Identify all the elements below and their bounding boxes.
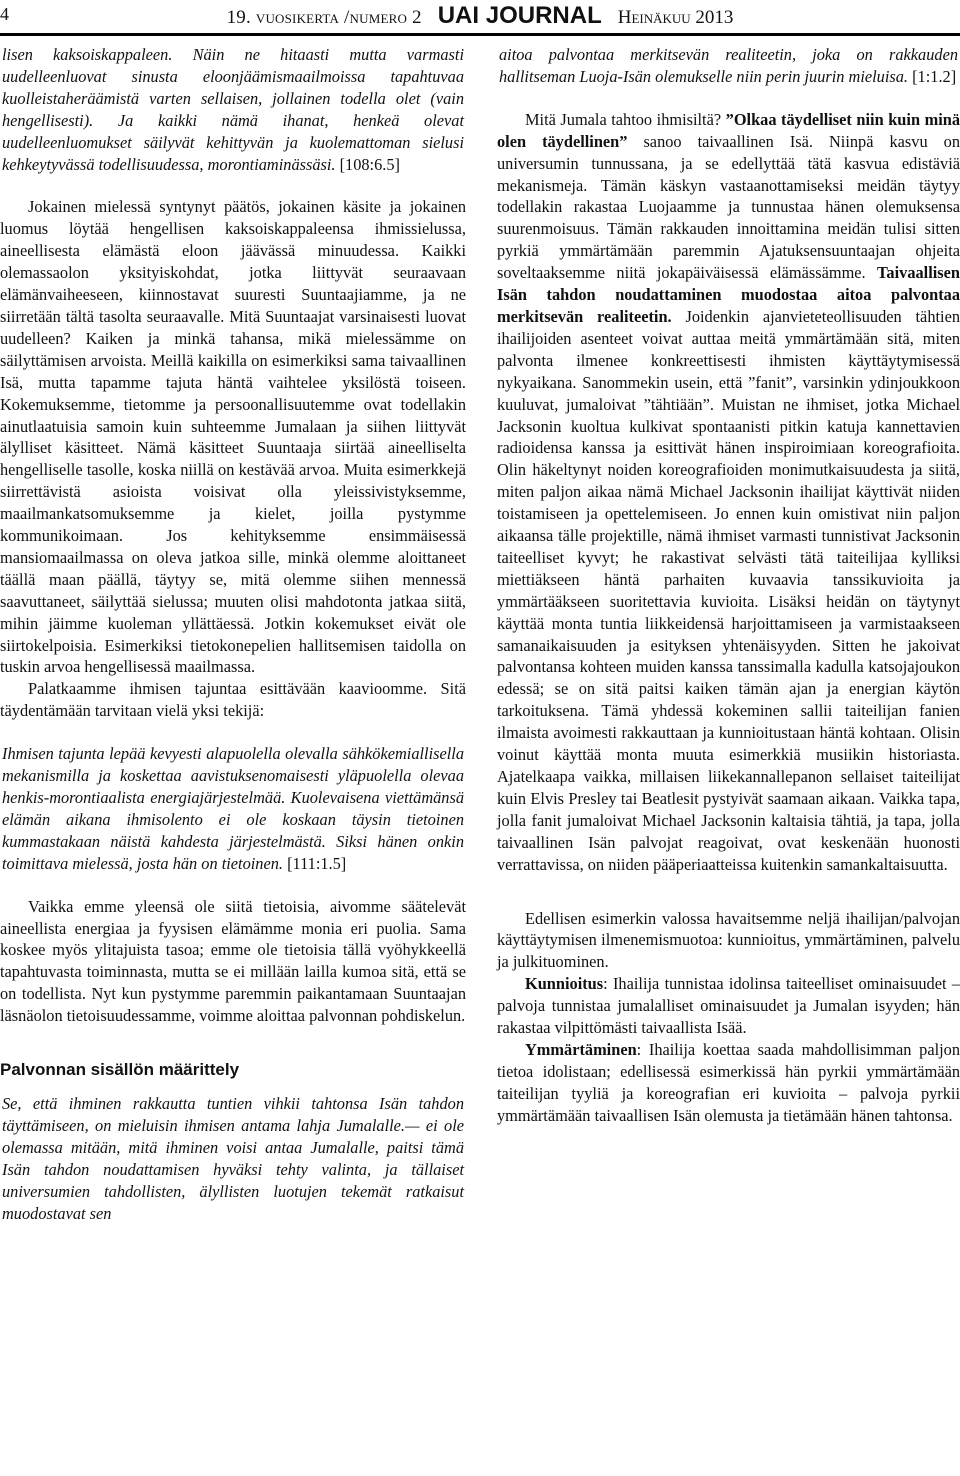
quote-block [0, 44, 466, 175]
quote-text: aitoa palvontaa merkitsevän realiteetin, joka on rakkauden hallitseman Luoja-Isän olemukselle niin perin juurin mieluisa. [499, 45, 958, 86]
body-paragraph: Vaikka emme yleensä ole siitä tietoisia, aivomme säätelevät aineellista energiaa ja fyysisen elämämme monia eri puolia. Sama koskee myös ylitajuista tasoa; emme ole tietoisia tällä vyöhykkeellä tapahtuvasta toiminnasta, mutta se ei millään lailla kumoa sitä, että se on todellista. Nyt kun pystymme paremmin paikantamaan Suuntaajan läsnäolon tietoisuudessamme, voimme aloittaa palvonnan pohdiskelun. [0, 896, 466, 1026]
text-run: Joidenkin ajanvieteteollisuuden tähtien ihailijoiden asenteet voivat auttaa meitä ymmärtämään sitä, miten palvonta ilmenee konkreettisesti ihmisten käyttäytymisessä nykyaikana. Sanommekin usein, että ”fanit”, varsinkin ydinjoukkoon kuuluvat, jumaloivat ”tähtiään”. Muistan ne ihmiset, jotka Michael Jacksonin kuoltua kulkivat spontaanisti pitkin katuja kannettavien radioidensa kanssa ja esittivät hänen inspiroimiaan koreografioita. Olin häkeltynyt noiden koreografioiden monimutkaisuudesta ja siitä, miten paljon aikaa nämä Michael Jacksonin ihailijat käyttivät niiden toistamiseen ja opettelemiseen. Jo ennen kuin omistivat niin paljon aikaansa tälle projektille, nämä ihmiset varmasti tunnistivat Jacksonin taiteelliset kyvyt; he rakastivat selvästi tätä taiteilijaa kylliksi miettiäkseen häntä parhaiten kuvaavia tanssikuvioita ja ymmärtääkseen suoritettavia kuvioita. Lisäksi heidän on täytynyt käyttää monta tuntia liikkeidensä harjoittamiseen ja varmistaakseen samanaikaisuuden ja esityksen yhtenäisyyden. Sitten he jakoivat palvontansa kohteen muiden kanssa tanssimalla kadulla katsojajoukon edessä; se on sitä paitsi kaiken tämän ajan ja energian käytön tarkoituksena. Tämä yhdessä kokeminen sallii taiteilijan fanien ilmaista avoimesti rakkauttaan ja kunnioitustaan häntä kohtaan. Olisin voinut käyttää monta muuta esimerkkiä musiikin historiasta. Ajatelkaapa vaikka, millaisen liikekannallepanon sellaiset taiteilijat kuin Elvis Presley tai Beatlesit pystyivät saamaan aikaan. Vaikka tapa, jolla fanit jumaloivat Michael Jacksonin kaltaisia tähtiä, ja tapa, jolla taivaallinen Isän palvojat reagoivat, ovat keskenään huonosti verrattavissa, on niiden pääperiaatteissa kuitenkin samankaltaisuutta. [497, 306, 960, 874]
term-definition: : Ihailija tunnistaa idolinsa taiteelliset ominaisuudet – palvoja tunnistaa jumalalliset ominaisuudet ja Jumalan isyyden; hän rakastaa vilpittömästi taivaallista Isää. [497, 974, 960, 1038]
quote-text: Ihmisen tajunta lepää kevyesti alapuolella olevalla sähkökemiallisella mekanismilla ja koskettaa aavistuksenomaisesti yläpuolella olevaa henkis-morontiaalista energiajärjestelmää. Kuolevaisena viettämänsä elämän aikana ihmisolento ei ole koskaan täysin tietoinen kummastakaan näistä kahdesta järjestelmästä. Siksi hänen onkin toimittava mielessä, josta hän on tietoinen. [2, 744, 464, 873]
page-header [0, 0, 960, 36]
term-label: Ymmärtäminen [525, 1039, 637, 1059]
right-column [497, 44, 960, 1127]
section-heading: Palvonnan sisällön määrittely [0, 1060, 240, 1080]
bold-quote: ”Olkaa täydelliset niin kuin minä olen täydellinen” [497, 109, 960, 151]
quote-reference: [108:6.5] [335, 154, 400, 174]
body-paragraph [497, 1039, 960, 1127]
bold-statement: Taivaallisen Isän tahdon noudattaminen muodostaa aitoa palvontaa merkitsevän realiteetin. [497, 263, 960, 326]
term-label: Kunnioitus [525, 974, 604, 994]
quote-block [497, 44, 960, 88]
quote-reference: [1:1.2] [908, 66, 957, 86]
quote-reference: [111:1.5] [283, 853, 347, 873]
text-run: Mitä Jumala tahtoo ihmisiltä? [525, 109, 726, 129]
text-run: sanoo taivaallinen Isä. Niinpä kasvu on universumin tunnussana, ja se edellyttää tätä kasvua edistäviä mekanismeja. Tämän käskyn vastaanottamiseksi meidän täytyy todellakin rakastaa Luojaamme ja tunnustaa hänen olemuksensa suurenmoisuus. Tämän rakkauden innoittamina meidän tulisi sitten pyrkiä ymmärtämään paremmin Ajatuksensuuntaajan ohjeita soveltaaksemme niitä jokapäiväisessä elämässämme. [497, 131, 960, 283]
header-rule [0, 33, 960, 36]
left-column [0, 44, 466, 1224]
quote-block: Se, että ihminen rakkautta tuntien vihkii tahtonsa Isän tahdon täyttämiseen, on mieluisin ihmisen antama lahja Jumalalle.— ei ole olemassa mitään, mitä ihminen voisi antaa Jumalalle, paitsi tämä Isän tahdon noudattamisen hyväksi tehty valinta, ja tällaiset universumien tahdollisten, älyllisten luotujen tekemät ratkaisut muodostavat sen [2, 1093, 464, 1223]
body-paragraph [497, 109, 960, 876]
journal-title: UAI JOURNAL [437, 2, 602, 29]
body-paragraph: Palatkaamme ihmisen tajuntaa esittävään kaavioomme. Sitä täydentämään tarvitaan vielä yksi tekijä: [0, 679, 466, 721]
quote-block [0, 743, 466, 874]
page-number: 4 [0, 4, 9, 24]
issue-label: 19. vuosikerta /numero 2 [226, 7, 422, 28]
quote-text: lisen kaksoiskappaleen. Näin ne hitaasti mutta varmasti uudelleenluovat sinusta eloonjäämismaailmoissa tapahtuvaa kuolleistaheräämistä varten sellaisen, jollainen todella olet (vain hengellisesti). Ja kaikki nämä ihanat, henkeä olevat uudelleenluomukset säilyvät kehittyvän ja kuolemattoman sielusi kehkeytyvässä todellisuudessa, morontiaminässäsi. [2, 45, 464, 174]
body-paragraph [497, 973, 960, 1039]
body-paragraph: Jokainen mielessä syntynyt päätös, jokainen käsite ja jokainen luomus löytää hengellisen kaksoiskappaleensa ihmissielussa, aineellisesta elämästä eloon jäävässä minuudessa. Kaikki olemassaolon yksityiskohdat, jotka liittyvät seuraavaan elämänvaiheeseen, kiinnostavat suuresti Suuntaajiamme, ja ne siirretään tältä tasolta seuraavalle. Mitä Suuntaajat varsinaisesti luovat uudelleen? Kaiken ja minkä tahansa, mikä mielessämme on säilyttämisen arvoista. Meillä kaikilla on esimerkiksi sama taivaallinen Isä, mutta tapamme tajuta häntä vaihtelee yksilöstä toiseen. Kokemuksemme, tietomme ja persoonallisuutemme ovat todellakin ainutlaatuisia samoin kuin suhteemme Jumalaan ja siihen liittyvät älylliset käsitteet. Nämä käsitteet Suuntaaja siirtää aineelliselta hengelliselle tasolle, koska niillä on kestävää arvoa. Muita esimerkkejä siirrettävistä asioista voisivat olla yleissivistyksemme, maailmankatsomuksemme ja kielet, joilla pystymme kommunikoimaan. Jos kehityksemme ensimmäisessä mansiomaailmassa on oleva jatkoa sille, minkä olemme aloittaneet täällä maan päällä, täytyy se, mitä olemme siihen mennessä saavuttaneet, säilyttää sielussa; muuten olisi mahdotonta jatkaa siitä, mihin jäimme kuoleman yllättäessä. Jotkin kokemukset eivät ole siirtokelpoisia. Esimerkiksi tietokonepelien hallitsemisen taidolla on tuskin arvoa hengellisessä maailmassa. [0, 197, 466, 677]
body-paragraph: Edellisen esimerkin valossa havaitsemme neljä ihailijan/palvojan käyttäytymisen ilmenemismuotoa: kunnioitus, ymmärtäminen, palvelu ja julkituominen. [497, 908, 960, 972]
issue-month: Heinäkuu 2013 [617, 7, 734, 28]
running-head [0, 2, 960, 30]
term-definition: : Ihailija koettaa saada mahdollisimman paljon tietoa idolistaan; edellisessä esimerkissä hän pyrkii ymmärtämään taiteilijan tyyliä ja koreografian eri kuvioita – palvoja pyrkii ymmärtämään taivaallisen Isän olemusta ja tietämään hänen tahtonsa. [497, 1039, 960, 1125]
